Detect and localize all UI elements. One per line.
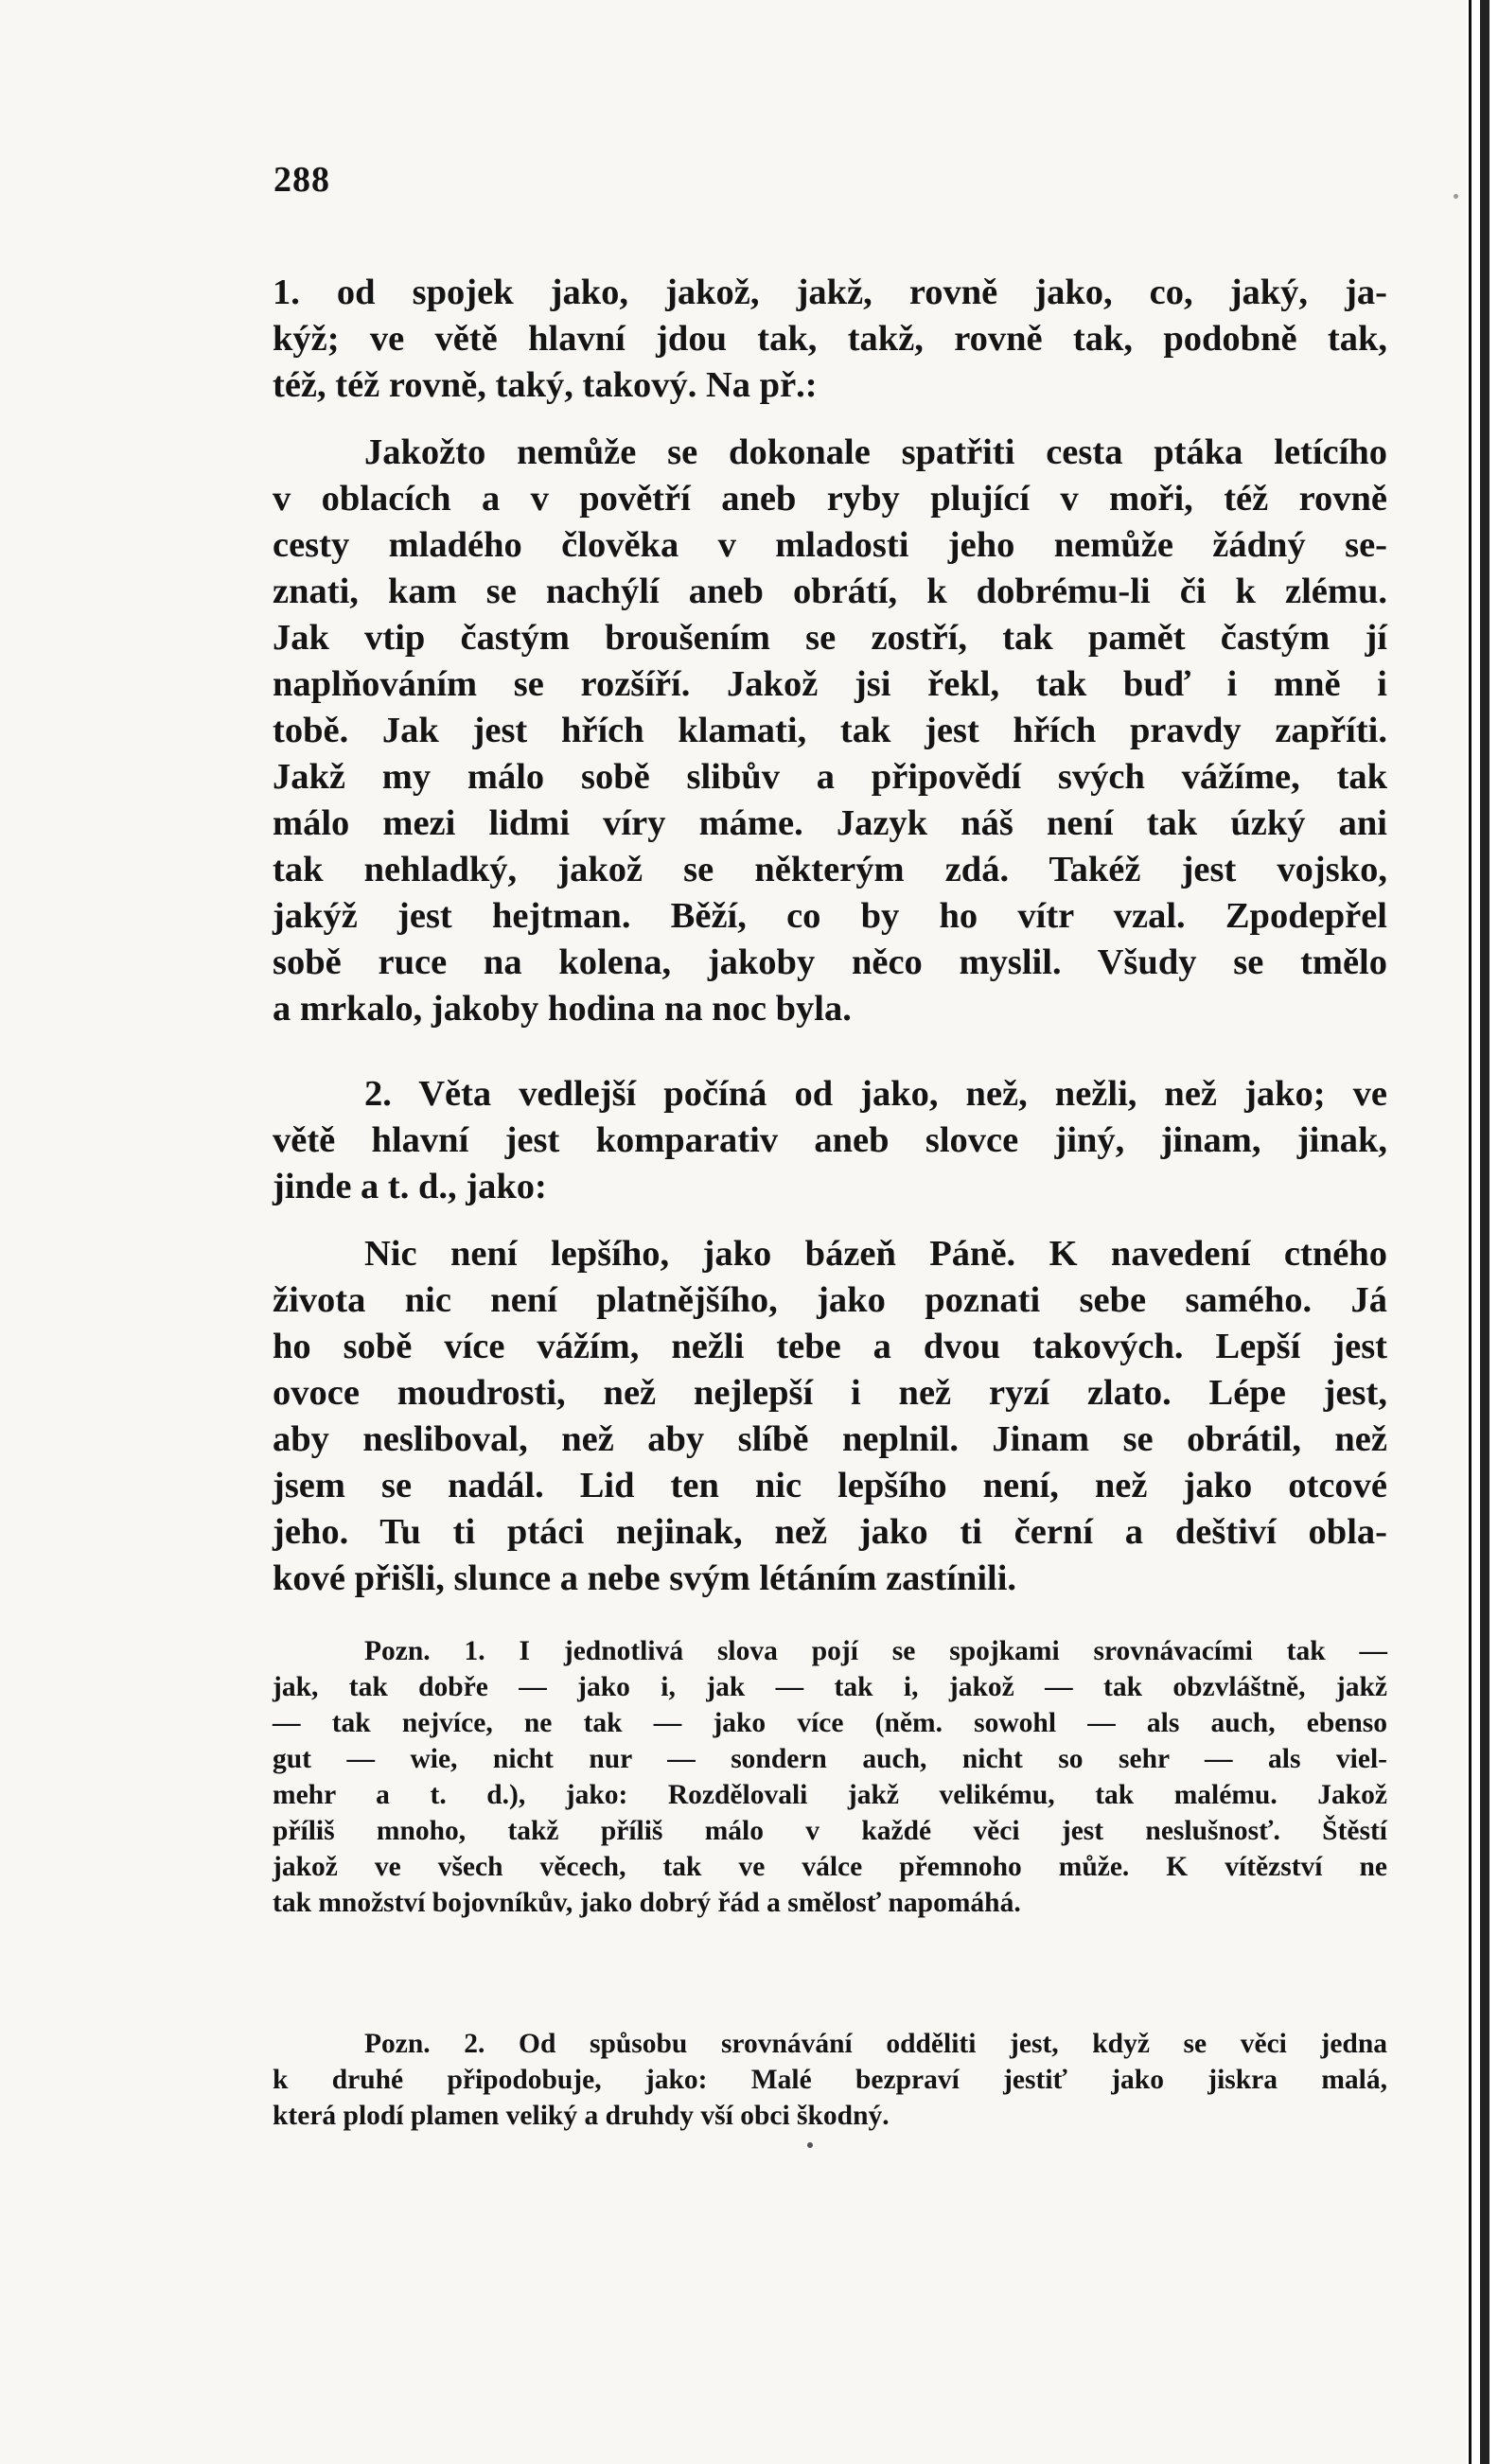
scan-edge-bar [1480,0,1489,2464]
text-line: Nic není lepšího, jako bázeň Páně. K navedení ctného [364,1234,1387,1274]
page-number: 288 [273,160,330,200]
examples-block-2 [273,1231,1387,1602]
text-line: Jakožto nemůže se dokonale spatřiti cesta ptáka letícího [364,432,1387,472]
text-line: též, též rovně, taký, takový. Na př.: [273,365,818,405]
examples-block-1 [273,430,1387,1032]
text-line: ho sobě více vážím, nežli tebe a dvou takových. Lepší jest [273,1327,1387,1366]
text-line: jeho. Tu ti ptáci nejinak, než jako ti černí a deštiví obla- [273,1512,1387,1552]
text-line: ovoce moudrosti, než nejlepší i než ryzí zlato. Lépe jest, [273,1373,1387,1413]
text-line: málo mezi lidmi víry máme. Jazyk náš není tak úzký ani [273,803,1387,843]
note-line: gut — wie, nicht nur — sondern auch, nicht so sehr — als viel- [273,1744,1387,1774]
text-line: naplňováním se rozšíří. Jakož jsi řekl, tak buď i mně i [273,664,1387,704]
paragraph-2 [273,1071,1387,1210]
text-line: Jakž my málo sobě slibův a připovědí svých vážíme, tak [273,757,1387,797]
text-line: jakýž jest hejtman. Běží, co by ho vítr vzal. Zpodepřel [273,896,1387,936]
note-line: jak, tak dobře — jako i, jak — tak i, jakož — tak obzvláštně, jakž [273,1672,1387,1702]
text-line: sobě ruce na kolena, jakoby něco myslil. Všudy se tmělo [273,942,1387,982]
text-line: v oblacích a v povětří aneb ryby plující v moři, též rovně [273,479,1387,519]
text-line: a mrkalo, jakoby hodina na noc byla. [273,989,852,1029]
text-line: jinde a t. d., jako: [273,1167,547,1206]
note-line: Pozn. 2. Od spůsobu srovnávání odděliti jest, když se věci jedna [364,2029,1387,2059]
footnote-1 [273,1633,1387,1921]
note-line: mehr a t. d.), jako: Rozdělovali jakž velikému, tak malému. Jakož [273,1780,1387,1810]
ink-speck [807,2142,813,2148]
note-line: jakož ve všech věcech, tak ve válce přemnoho může. K vítězství ne [273,1852,1387,1882]
note-line: Pozn. 1. I jednotlivá slova pojí se spojkami srovnávacími tak — [364,1636,1387,1666]
footnote-2 [273,2026,1387,2134]
text-line: kové přišli, slunce a nebe svým létáním zastínili. [273,1558,1017,1598]
note-line: — tak nejvíce, ne tak — jako více (něm. sowohl — als auch, ebenso [273,1708,1387,1738]
note-line: k druhé připodobuje, jako: Malé bezpraví jestiť jako jiskra malá, [273,2065,1387,2095]
note-line: příliš mnoho, takž příliš málo v každé věci jest neslušnosť. Štěstí [273,1816,1387,1846]
text-line: 2. Věta vedlejší počíná od jako, než, nežli, než jako; ve [364,1074,1387,1114]
note-line: tak množství bojovníkův, jako dobrý řád a smělosť napomáhá. [273,1888,1021,1918]
text-line: 1. od spojek jako, jakož, jakž, rovně jako, co, jaký, ja- [273,273,1387,312]
text-line: života nic není platnějšího, jako poznati sebe samého. Já [273,1280,1387,1320]
text-line: tak nehladký, jakož se některým zdá. Takéž jest vojsko, [273,850,1387,889]
note-line: která plodí plamen veliký a druhdy vší obci škodný. [273,2101,890,2131]
text-line: Jak vtip častým broušením se zostří, tak pamět častým jí [273,618,1387,658]
ink-speck [1454,194,1458,199]
text-line: znati, kam se nachýlí aneb obrátí, k dobrému-li či k zlému. [273,572,1387,611]
text-line: kýž; ve větě hlavní jdou tak, takž, rovně tak, podobně tak, [273,319,1387,359]
scan-edge-line [1469,0,1472,2464]
paragraph-1 [273,270,1387,409]
text-line: jsem se nadál. Lid ten nic lepšího není, než jako otcové [273,1466,1387,1505]
text-line: tobě. Jak jest hřích klamati, tak jest hřích pravdy zapříti. [273,711,1387,750]
text-line: aby nesliboval, než aby slíbě neplnil. Jinam se obrátil, než [273,1419,1387,1459]
text-line: větě hlavní jest komparativ aneb slovce jiný, jinam, jinak, [273,1120,1387,1160]
text-line: cesty mladého člověka v mladosti jeho nemůže žádný se- [273,525,1387,565]
